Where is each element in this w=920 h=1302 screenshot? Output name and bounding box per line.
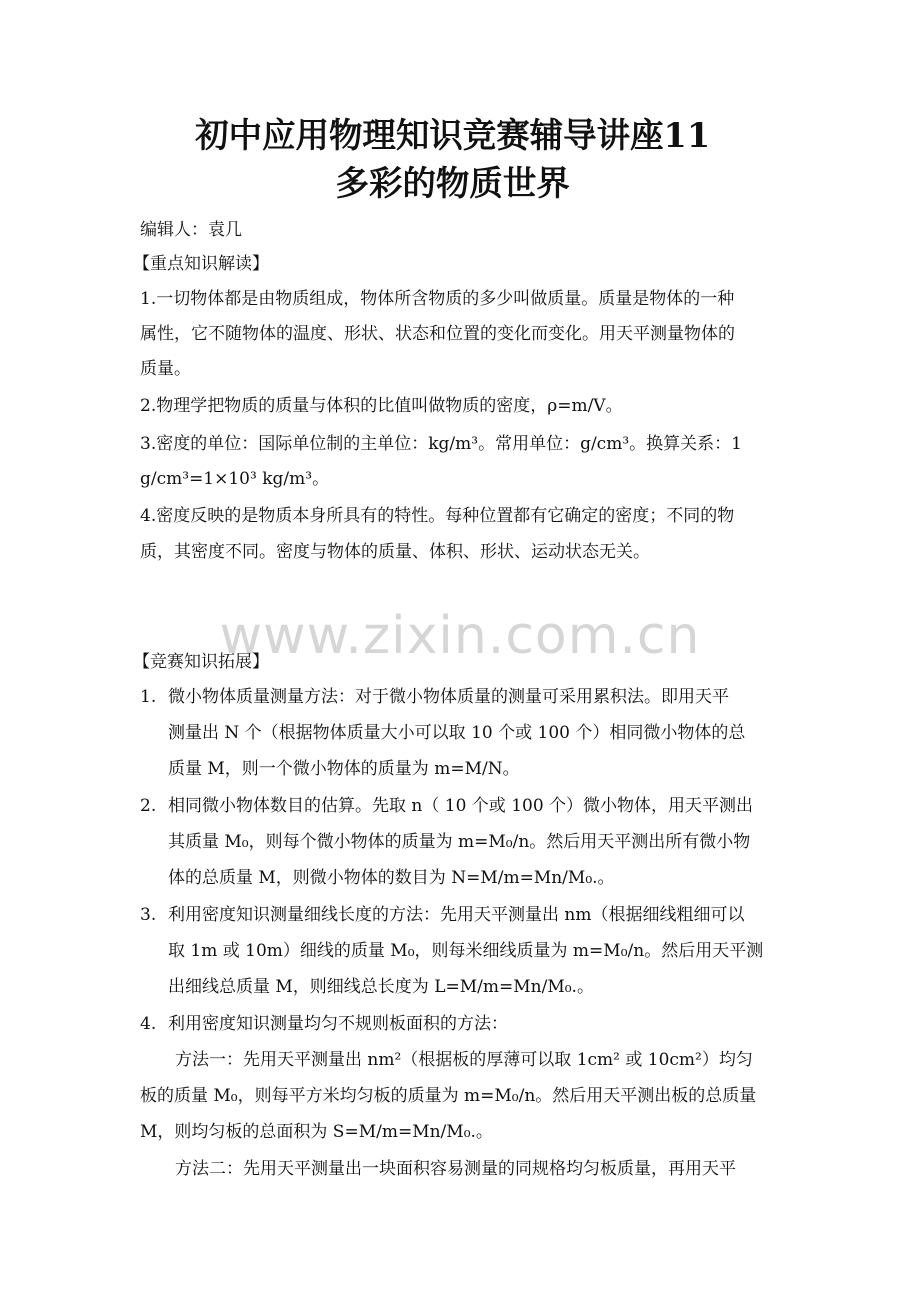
method-two-line: 方法二：先用天平测量出一块面积容易测量的同规格均匀板质量，再用天平 xyxy=(175,1159,736,1179)
list-item-number: 3. xyxy=(140,905,157,925)
list-item-line: 利用密度知识测量细线长度的方法：先用天平测量出 nm（根据细线粗细可以 xyxy=(168,905,745,925)
title-line-1: 初中应用物理知识竞赛辅导讲座11 xyxy=(195,116,711,156)
paragraph-line: 质，其密度不同。密度与物体的质量、体积、形状、运动状态无关。 xyxy=(140,542,650,562)
paragraph-line: 属性，它不随物体的温度、形状、状态和位置的变化而变化。用天平测量物体的 xyxy=(140,324,735,344)
list-item-line: 利用密度知识测量均匀不规则板面积的方法： xyxy=(168,1014,508,1034)
list-item-line: 质量 M，则一个微小物体的质量为 m=M/N。 xyxy=(168,759,520,779)
list-item-number: 2. xyxy=(140,796,157,816)
list-item-line: 相同微小物体数目的估算。先取 n（ 10 个或 100 个）微小物体，用天平测出 xyxy=(168,796,754,816)
paragraph-line: g/cm³=1×10³ kg/m³。 xyxy=(140,469,330,489)
paragraph-line: 质量。 xyxy=(140,359,191,379)
method-one-line: 板的质量 M₀，则每平方米均匀板的质量为 m=M₀/n。然后用天平测出板的总质量 xyxy=(140,1086,757,1106)
paragraph-line: 4.密度反映的是物质本身所具有的特性。每种位置都有它确定的密度；不同的物 xyxy=(140,506,735,526)
list-item-number: 4. xyxy=(140,1014,157,1034)
watermark: www.zixin.com.cn xyxy=(219,606,701,666)
list-item-line: 体的总质量 M，则微小物体的数目为 N=M/m=Mn/M₀.。 xyxy=(168,868,615,888)
list-item-line: 其质量 M₀，则每个微小物体的质量为 m=M₀/n。然后用天平测出所有微小物 xyxy=(168,832,751,852)
section-heading-competition: 【竞赛知识拓展】 xyxy=(133,652,269,672)
list-item-line: 取 1m 或 10m）细线的质量 M₀，则每米细线质量为 m=M₀/n。然后用天平测 xyxy=(168,941,764,961)
title-line-2: 多彩的物质世界 xyxy=(335,164,570,204)
list-item-number: 1. xyxy=(140,687,157,707)
method-one-line: M，则均匀板的总面积为 S=M/m=Mn/M₀.。 xyxy=(140,1122,493,1142)
paragraph-line: 1.一切物体都是由物质组成，物体所含物质的多少叫做质量。质量是物体的一种 xyxy=(140,289,735,309)
list-item-line: 出细线总质量 M，则细线总长度为 L=M/m=Mn/M₀.。 xyxy=(168,977,594,997)
method-one-line: 方法一：先用天平测量出 nm²（根据板的厚薄可以取 1cm² 或 10cm²）均匀 xyxy=(175,1050,753,1070)
section-heading-key-knowledge: 【重点知识解读】 xyxy=(133,254,269,274)
editor-line: 编辑人：袁几 xyxy=(140,220,242,240)
paragraph-line: 2.物理学把物质的质量与体积的比值叫做物质的密度，ρ=m/V。 xyxy=(140,396,623,416)
paragraph-line: 3.密度的单位：国际单位制的主单位：kg/m³。常用单位：g/cm³。换算关系：1 xyxy=(140,434,742,454)
list-item-line: 微小物体质量测量方法：对于微小物体质量的测量可采用累积法。即用天平 xyxy=(168,687,729,707)
list-item-line: 测量出 N 个（根据物体质量大小可以取 10 个或 100 个）相同微小物体的总 xyxy=(168,723,746,743)
